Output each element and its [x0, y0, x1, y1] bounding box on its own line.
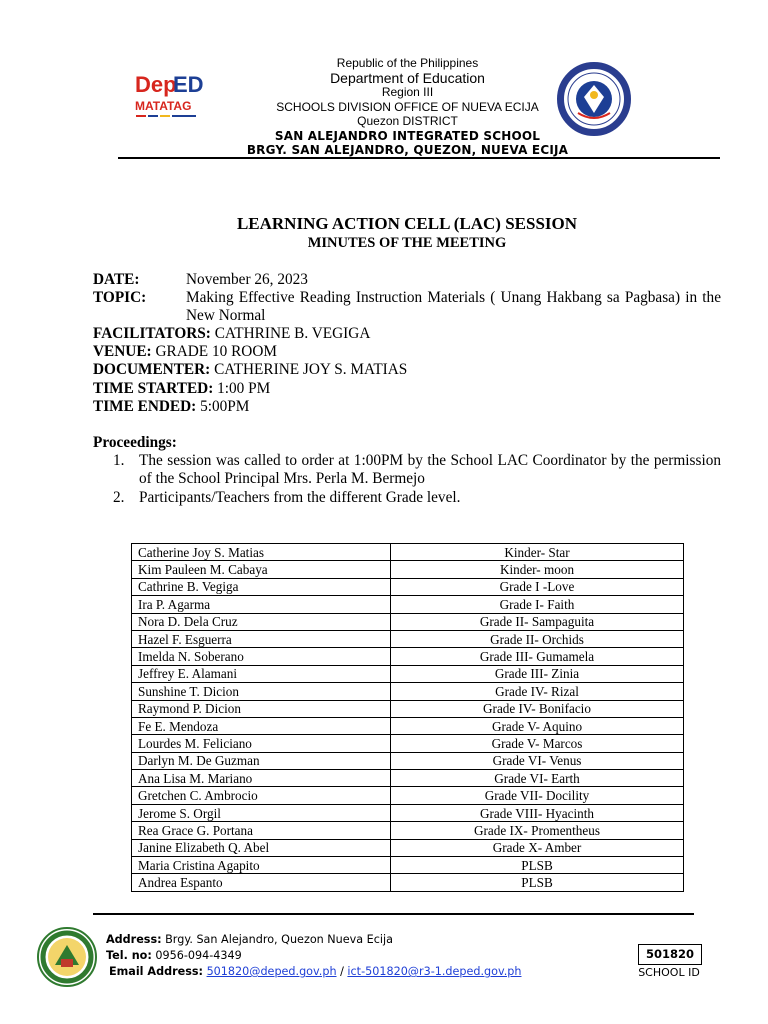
- participant-name: Ana Lisa M. Mariano: [132, 770, 391, 787]
- participant-name: Rea Grace G. Portana: [132, 822, 391, 839]
- proceeding-item: Participants/Teachers from the different Grade level.: [139, 489, 461, 506]
- footer-email: [109, 964, 522, 980]
- school-id-label: SCHOOL ID: [638, 966, 700, 979]
- participant-grade: Grade VI- Venus: [391, 752, 684, 769]
- facilitators-value: CATHRINE B. VEGIGA: [214, 325, 371, 342]
- time-started-value: 1:00 PM: [217, 380, 271, 397]
- table-row: [132, 700, 684, 717]
- svg-text:ED: ED: [173, 72, 204, 97]
- date-label: DATE:: [93, 271, 140, 288]
- table-row: [132, 648, 684, 665]
- participants-table: [131, 543, 684, 892]
- participant-grade: PLSB: [391, 874, 684, 891]
- header-school-name: SAN ALEJANDRO INTEGRATED SCHOOL: [274, 128, 541, 143]
- date-value: November 26, 2023: [186, 271, 308, 288]
- participant-grade: Grade II- Orchids: [391, 630, 684, 647]
- email-link-primary[interactable]: 501820@deped.gov.ph: [206, 965, 337, 978]
- venue-label: VENUE:: [93, 343, 152, 360]
- participant-grade: Grade III- Gumamela: [391, 648, 684, 665]
- participant-name: Raymond P. Dicion: [132, 700, 391, 717]
- address-value: Brgy. San Alejandro, Quezon Nueva Ecija: [161, 933, 393, 946]
- time-started-line: [93, 380, 270, 398]
- participant-name: Gretchen C. Ambrocio: [132, 787, 391, 804]
- participant-grade: Grade IV- Rizal: [391, 683, 684, 700]
- participant-grade: Grade VIII- Hyacinth: [391, 804, 684, 821]
- participant-name: Cathrine B. Vegiga: [132, 578, 391, 595]
- tel-value: 0956-094-4349: [151, 949, 242, 962]
- participant-name: Ira P. Agarma: [132, 596, 391, 613]
- facilitators-label: FACILITATORS:: [93, 325, 211, 342]
- proceeding-number: 1.: [113, 452, 125, 469]
- table-row: [132, 717, 684, 734]
- letterhead: [200, 56, 615, 158]
- footer-address: [106, 932, 393, 948]
- table-row: [132, 578, 684, 595]
- table-row: [132, 874, 684, 891]
- participant-name: Nora D. Dela Cruz: [132, 613, 391, 630]
- email-link-ict[interactable]: ict-501820@r3-1.deped.gov.ph: [347, 965, 522, 978]
- document-subtitle: MINUTES OF THE MEETING: [307, 235, 507, 251]
- documenter-label: DOCUMENTER:: [93, 361, 211, 378]
- table-row: [132, 804, 684, 821]
- participant-grade: Grade V- Aquino: [391, 717, 684, 734]
- topic-label: TOPIC:: [93, 289, 147, 306]
- table-row: [132, 630, 684, 647]
- header-republic: Republic of the Philippines: [336, 56, 479, 70]
- participant-name: Janine Elizabeth Q. Abel: [132, 839, 391, 856]
- participant-grade: Grade IX- Promentheus: [391, 822, 684, 839]
- table-row: [132, 596, 684, 613]
- school-id-box: 501820: [638, 944, 702, 965]
- table-row: [132, 822, 684, 839]
- tel-label: Tel. no:: [106, 949, 152, 962]
- participant-name: Jerome S. Orgil: [132, 804, 391, 821]
- time-ended-value: 5:00PM: [200, 398, 250, 415]
- address-label: Address:: [106, 933, 162, 946]
- svg-text:Dep: Dep: [135, 72, 177, 97]
- table-row: [132, 839, 684, 856]
- proceedings-heading: Proceedings:: [93, 434, 177, 451]
- participant-name: Darlyn M. De Guzman: [132, 752, 391, 769]
- participant-grade: Grade VII- Docility: [391, 787, 684, 804]
- table-row: [132, 770, 684, 787]
- footer-divider: [93, 913, 694, 915]
- venue-line: [93, 343, 277, 361]
- table-row: [132, 735, 684, 752]
- participant-grade: Kinder- moon: [391, 561, 684, 578]
- table-row: [132, 613, 684, 630]
- participant-name: Sunshine T. Dicion: [132, 683, 391, 700]
- participant-grade: Grade IV- Bonifacio: [391, 700, 684, 717]
- participant-name: Kim Pauleen M. Cabaya: [132, 561, 391, 578]
- document-title: LEARNING ACTION CELL (LAC) SESSION: [236, 214, 578, 233]
- table-row: [132, 665, 684, 682]
- participant-name: Jeffrey E. Alamani: [132, 665, 391, 682]
- participant-grade: Grade X- Amber: [391, 839, 684, 856]
- topic-value: Making Effective Reading Instruction Materials ( Unang Hakbang sa Pagbasa) in the New Normal: [186, 289, 721, 325]
- table-row: [132, 787, 684, 804]
- footer-telephone: [106, 948, 242, 964]
- header-divider: [118, 157, 720, 159]
- participant-name: Fe E. Mendoza: [132, 717, 391, 734]
- email-label: Email Address:: [109, 965, 203, 978]
- time-ended-line: [93, 398, 249, 416]
- documenter-value: CATHERINE JOY S. MATIAS: [214, 361, 408, 378]
- participant-name: Hazel F. Esguerra: [132, 630, 391, 647]
- participant-grade: Kinder- Star: [391, 544, 684, 561]
- school-logo: [37, 927, 97, 987]
- deped-logo: [133, 66, 205, 126]
- table-row: [132, 857, 684, 874]
- participant-grade: Grade I -Love: [391, 578, 684, 595]
- time-started-label: TIME STARTED:: [93, 380, 214, 397]
- header-school-address: BRGY. SAN ALEJANDRO, QUEZON, NUEVA ECIJA: [246, 143, 569, 157]
- proceeding-item: The session was called to order at 1:00PM by the School LAC Coordinator by the permission of the School Principal Mrs. Perla M. Bermejo: [139, 452, 721, 488]
- participant-name: Maria Cristina Agapito: [132, 857, 391, 874]
- svg-text:MATATAG: MATATAG: [135, 99, 192, 113]
- participant-grade: Grade V- Marcos: [391, 735, 684, 752]
- documenter-line: [93, 361, 407, 379]
- proceeding-number: 2.: [113, 489, 125, 506]
- participant-grade: Grade III- Zinia: [391, 665, 684, 682]
- participant-name: Andrea Espanto: [132, 874, 391, 891]
- facilitators-line: [93, 325, 370, 343]
- participant-name: Lourdes M. Feliciano: [132, 735, 391, 752]
- table-row: [132, 544, 684, 561]
- participant-grade: Grade VI- Earth: [391, 770, 684, 787]
- participant-grade: PLSB: [391, 857, 684, 874]
- header-district: Quezon DISTRICT: [357, 114, 458, 128]
- participant-name: Imelda N. Soberano: [132, 648, 391, 665]
- header-division: SCHOOLS DIVISION OFFICE OF NUEVA ECIJA: [276, 99, 539, 114]
- venue-value: GRADE 10 ROOM: [155, 343, 277, 360]
- participant-grade: Grade II- Sampaguita: [391, 613, 684, 630]
- time-ended-label: TIME ENDED:: [93, 398, 197, 415]
- table-row: [132, 683, 684, 700]
- email-separator: /: [336, 965, 348, 978]
- table-row: [132, 561, 684, 578]
- table-row: [132, 752, 684, 769]
- header-department: Department of Education: [330, 69, 485, 86]
- header-region: Region III: [381, 85, 434, 99]
- participant-name: Catherine Joy S. Matias: [132, 544, 391, 561]
- participant-grade: Grade I- Faith: [391, 596, 684, 613]
